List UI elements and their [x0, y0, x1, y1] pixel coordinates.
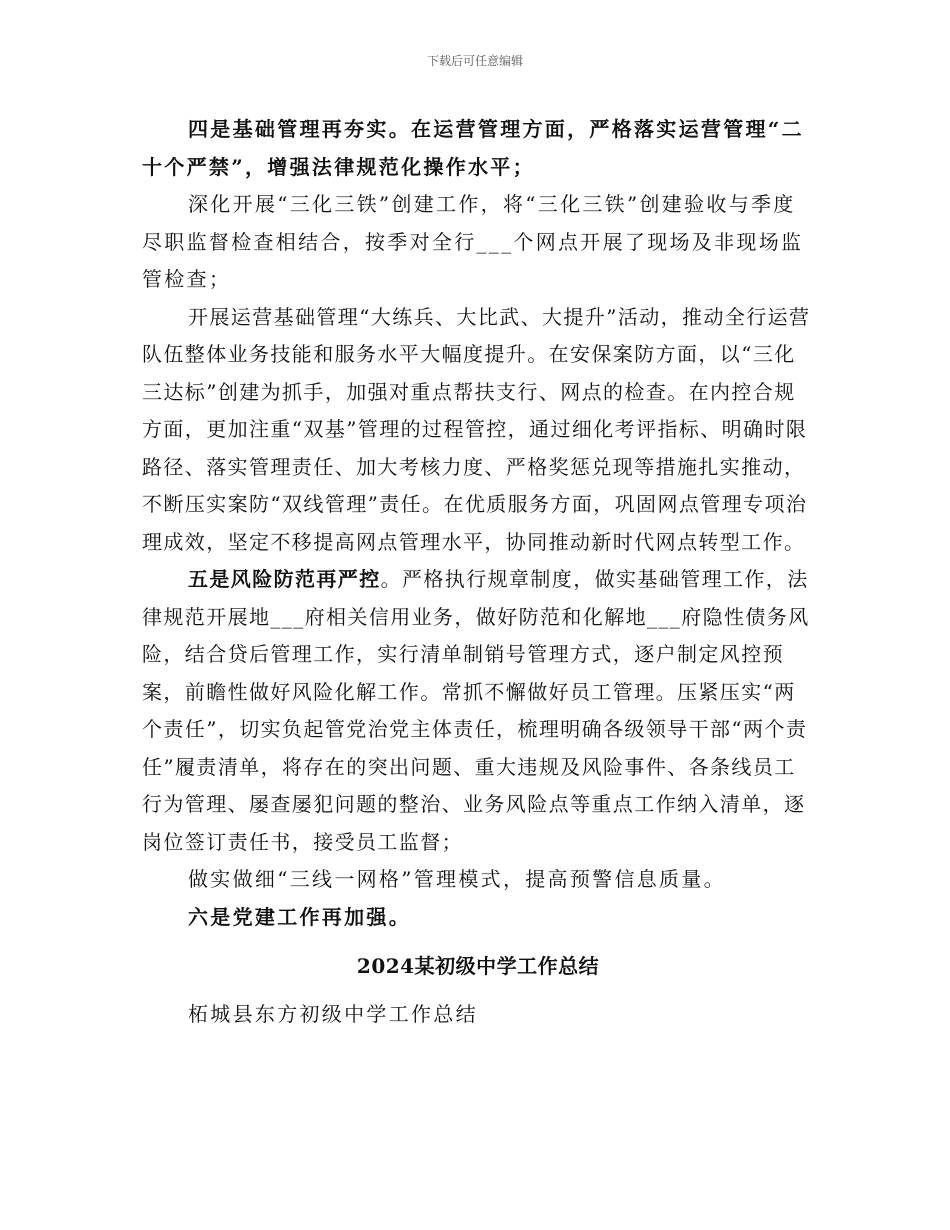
- paragraph-sanhua-santie: 深化开展“三化三铁”创建工作，将“三化三铁”创建验收与季度尽职监督检查相结合，按季对全行___个网点开展了现场及非现场监管检查；: [142, 192, 804, 291]
- section-six-heading: 六是党建工作再加强。: [188, 904, 411, 929]
- next-document-subtitle: 柘城县东方初级中学工作总结: [188, 1001, 478, 1026]
- document-body: [142, 111, 814, 1033]
- section-five-heading: 五是风险防范再严控: [188, 567, 381, 591]
- paragraph-operations-training: 开展运营基础管理“大练兵、大比武、大提升”活动，推动全行运营队伍整体业务技能和服务水平大幅度提升。在安保案防方面，以“三化三达标”创建为抓手，加强对重点帮扶支行、网点的检查。在内控合规方面，更加注重“双基”管理的过程管控，通过细化考评指标、明确时限路径、落实管理责任、加大考核力度、严格奖惩兑现等措施扎实推动，不断压实案防“双线管理”责任。在优质服务方面，巩固网点管理专项治理成效，坚定不移提高网点管理水平，协同推动新时代网点转型工作。: [142, 304, 811, 554]
- section-five-paragraph: [142, 561, 814, 861]
- section-four-heading: 四是基础管理再夯实。在运营管理方面，严格落实运营管理“二十个严禁”，增强法律规范化操作水平；: [142, 117, 804, 179]
- page-header-caption: 下载后可任意编辑: [426, 54, 523, 68]
- next-document-title: 2024某初级中学工作总结: [356, 954, 600, 978]
- paragraph-grid-management: 做实做细“三线一网格”管理模式，提高预警信息质量。: [188, 867, 726, 891]
- section-five-body: 。严格执行规章制度，做实基础管理工作，法律规范开展地___府相关信用业务，做好防范和化解地___府隐性债务风险，结合贷后管理工作，实行清单制销号管理方式，逐户制定风控预案，前瞻性做好风险化解工作。常抓不懈做好员工管理。压紧压实“两个责任”，切实负起管党治党主体责任，梳理明确各级领导干部“两个责任”履责清单，将存在的突出问题、重大违规及风险事件、各条线员工行为管理、屡查屡犯问题的整治、业务风险点等重点工作纳入清单，逐岗位签订责任书，接受员工监督；: [142, 567, 810, 854]
